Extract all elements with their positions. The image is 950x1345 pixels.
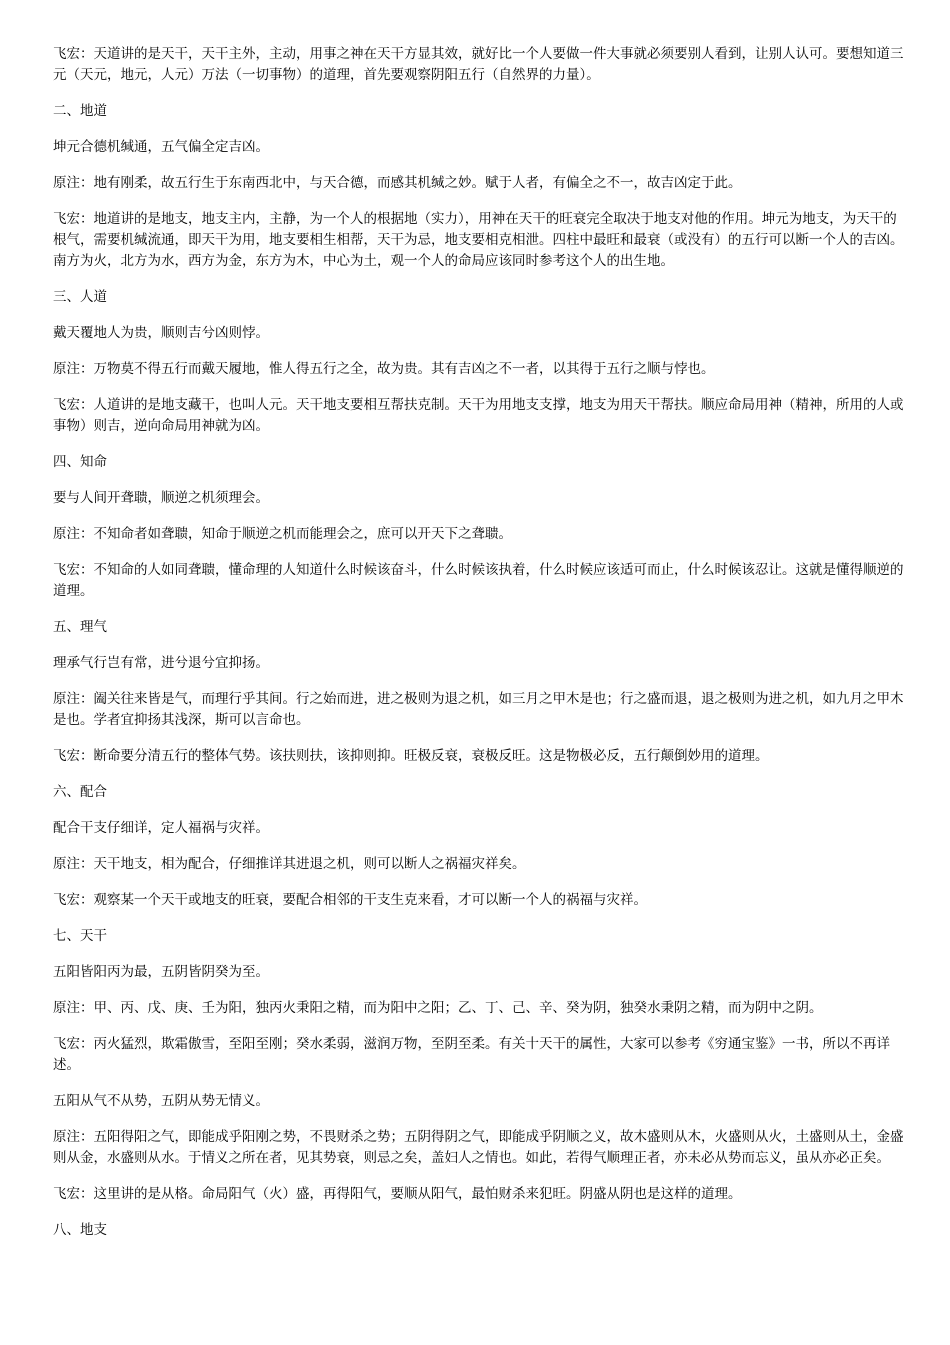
- document-body: [53, 44, 905, 1256]
- section-heading: 七、天干: [53, 928, 107, 944]
- paragraph: 飞宏：人道讲的是地支藏干，也叫人元。天干地支要相互帮扶克制。天干为用地支支撑，地支为用天干帮扶。顺应命局用神（精神，所用的人或事物）则吉，逆向命局用神就为凶。: [53, 397, 904, 434]
- verse: 要与人间开聋聩，顺逆之机须理会。: [53, 490, 269, 506]
- verse: 五阳皆阳丙为最，五阴皆阴癸为至。: [53, 964, 269, 980]
- paragraph: 飞宏：丙火猛烈，欺霜傲雪，至阳至刚；癸水柔弱，滋润万物，至阴至柔。有关十天干的属性，大家可以参考《穷通宝鉴》一书，所以不再详述。: [53, 1036, 890, 1073]
- paragraph: 飞宏：天道讲的是天干，天干主外，主动，用事之神在天干方显其效，就好比一个人要做一件大事就必须要别人看到，让别人认可。要想知道三元（天元，地元，人元）万法（一切事物）的道理，首先要观察阴阳五行（自然界的力量）。: [53, 46, 904, 83]
- paragraph: 飞宏：不知命的人如同聋聩，懂命理的人知道什么时候该奋斗，什么时候该执着，什么时候应该适可而止，什么时候该忍让。这就是懂得顺逆的道理。: [53, 562, 904, 599]
- section-heading: 六、配合: [53, 784, 107, 800]
- paragraph: 飞宏：断命要分清五行的整体气势。该扶则扶，该抑则抑。旺极反衰，衰极反旺。这是物极必反，五行颠倒妙用的道理。: [53, 748, 769, 764]
- section-heading: 四、知命: [53, 454, 107, 470]
- verse: 理承气行岂有常，进兮退兮宜抑扬。: [53, 655, 269, 671]
- paragraph: 飞宏：观察某一个天干或地支的旺衰，要配合相邻的干支生克来看，才可以断一个人的祸福与灾祥。: [53, 892, 647, 908]
- verse: 配合干支仔细详，定人福祸与灾祥。: [53, 820, 269, 836]
- original-note: 原注：地有刚柔，故五行生于东南西北中，与天合德，而感其机缄之妙。赋于人者，有偏全之不一，故吉凶定于此。: [53, 175, 742, 191]
- verse: 戴天覆地人为贵，顺则吉兮凶则悖。: [53, 325, 269, 341]
- original-note: 原注：阖关往来皆是气，而理行乎其间。行之始而进，进之极则为退之机，如三月之甲木是也；行之盛而退，退之极则为进之机，如九月之甲木是也。学者宜抑扬其浅深，斯可以言命也。: [53, 691, 904, 728]
- section-heading: 三、人道: [53, 289, 107, 305]
- paragraph: 飞宏：这里讲的是从格。命局阳气（火）盛，再得阳气，要顺从阳气，最怕财杀来犯旺。阴盛从阴也是这样的道理。: [53, 1186, 742, 1202]
- original-note: 原注：天干地支，相为配合，仔细推详其进退之机，则可以断人之祸福灾祥矣。: [53, 856, 526, 872]
- original-note: 原注：甲、丙、戊、庚、壬为阳，独丙火秉阳之精，而为阳中之阳；乙、丁、己、辛、癸为阴，独癸水秉阴之精，而为阴中之阴。: [53, 1000, 823, 1016]
- original-note: 原注：五阳得阳之气，即能成乎阳刚之势，不畏财杀之势；五阴得阴之气，即能成乎阴顺之义，故木盛则从木，火盛则从火，土盛则从土，金盛则从金，水盛则从水。于情义之所在者，见其势衰，则忌之矣，盖妇人之情也。如此，若得气顺理正者，亦未必从势而忘义，虽从亦必正矣。: [53, 1129, 904, 1166]
- section-heading: 八、地支: [53, 1222, 107, 1238]
- original-note: 原注：万物莫不得五行而戴天履地，惟人得五行之全，故为贵。其有吉凶之不一者，以其得于五行之顺与悖也。: [53, 361, 715, 377]
- verse: 五阳从气不从势，五阴从势无情义。: [53, 1093, 269, 1109]
- section-heading: 二、地道: [53, 103, 107, 119]
- original-note: 原注：不知命者如聋聩，知命于顺逆之机而能理会之，庶可以开天下之聋聩。: [53, 526, 512, 542]
- paragraph: 飞宏：地道讲的是地支，地支主内，主静，为一个人的根据地（实力），用神在天干的旺衰完全取决于地支对他的作用。坤元为地支，为天干的根气，需要机缄流通，即天干为用，地支要相生相帮，天干为忌，地支要相克相泄。四柱中最旺和最衰（或没有）的五行可以断一个人的吉凶。南方为火，北方为水，西方为金，东方为木，中心为土，观一个人的命局应该同时参考这个人的出生地。: [53, 211, 904, 269]
- verse: 坤元合德机缄通，五气偏全定吉凶。: [53, 139, 269, 155]
- section-heading: 五、理气: [53, 619, 107, 635]
